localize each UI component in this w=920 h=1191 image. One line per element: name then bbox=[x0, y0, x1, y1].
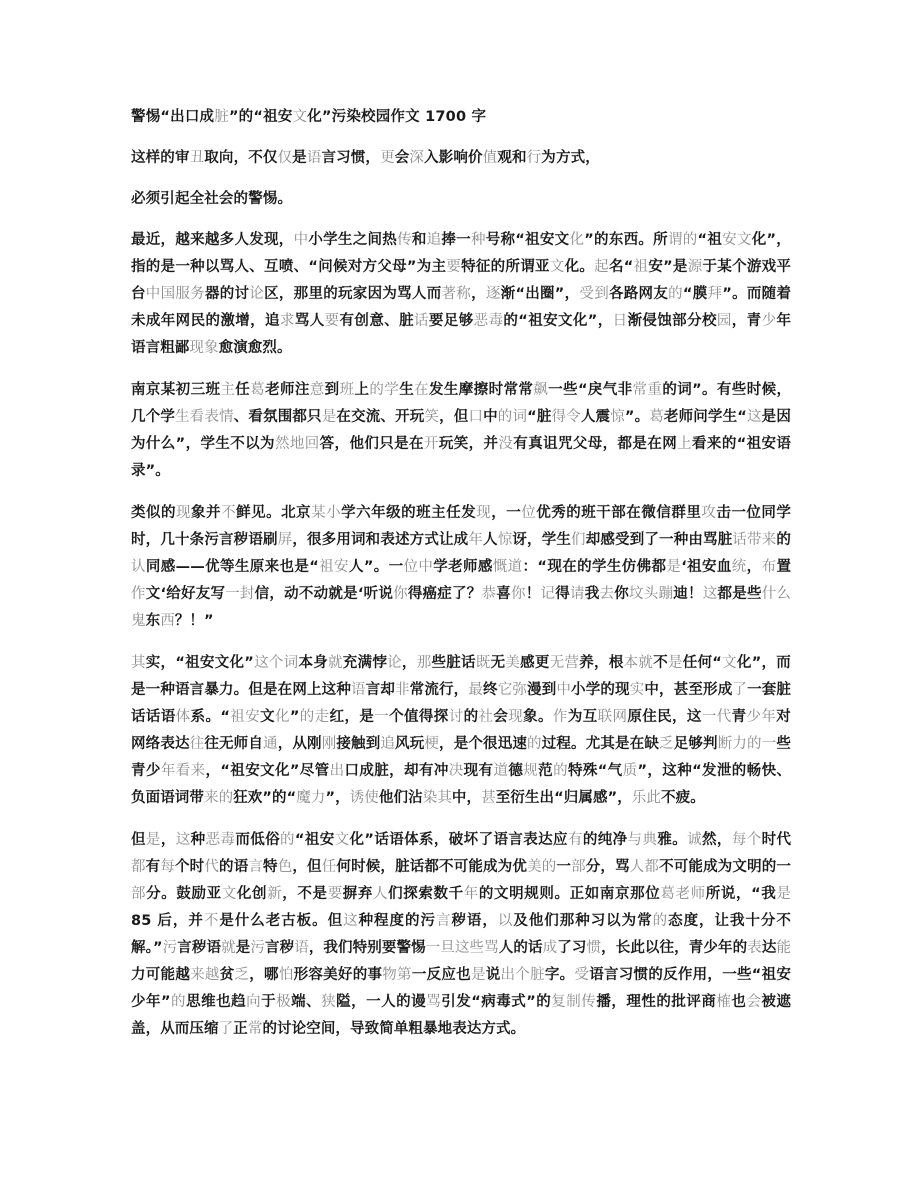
body-paragraph: 其实，“祖安文化”这个词本身就充满悖论，那些脏话既无美感更无营养，根本就不是任何“文化”，而是一种语言暴力。但是在网上这种语言却非常流行，最终它弥漫到中小学的现实中，甚至形成了一套脏话话语体系。“祖安文化”的走红，是一个值得探讨的社会现象。作为互联网原住民，这一代青少年对网络表达往往无师自通，从刚刚接触到追风玩梗，是个很迅速的过程。尤其是在缺乏足够判断力的一些青少年看来，“祖安文化”尽管出口成脏，却有冲决现有道德规范的特殊“气质”，这种“发泄的畅快、负面语词带来的狂欢”的“魔力”，诱使他们沾染其中，甚至衍生出“归属感”，乐此不疲。 bbox=[131, 655, 792, 806]
body-paragraph: 但是，这种恶毒而低俗的“祖安文化”话语体系，破坏了语言表达应有的纯净与典雅。诚然，每个时代都有每个时代的语言特色，但任何时候，脏话都不可能成为优美的一部分，骂人都不可能成为文明的一部分。鼓励亚文化创新，不是要摒弃人们探索数千年的文明规则。正如南京那位葛老师所说，“我是 85 后，并不是什么老古板。但这种程度的污言秽语，以及他们那种习以为常的态度，让我十分不解。”污言秽语就是污言秽语，我们特别要警惕一旦这些骂人的话成了习惯，长此以往，青少年的表达能力可能越来越贫乏，哪怕形容美好的事物第一反应也是说出个脏字。受语言习惯的反作用，一些“祖安少年”的思维也趋向于极端、狭隘，一人的谩骂引发“病毒式”的复制传播，理性的批评商榷也会被遮盖，从而压缩了正常的讨论空间，导致简单粗暴地表达方式。 bbox=[131, 832, 792, 1037]
document-body bbox=[131, 104, 791, 1058]
page-title: 警惕“出口成脏”的“祖安文化”污染校园作文 1700 字 bbox=[131, 109, 487, 125]
body-paragraph: 南京某初三班主任葛老师注意到班上的学生在发生摩擦时常常飙一些“戾气非常重的词”。有些时候，几个学生看表情、看氛围都只是在交流、开玩笑，但口中的词“脏得令人震惊”。葛老师问学生“这是因为什么”，学生不以为然地回答，他们只是在开玩笑，并没有真诅咒父母，都是在网上看来的“祖安语录”。 bbox=[131, 382, 792, 479]
body-paragraph: 类似的现象并不鲜见。北京某小学六年级的班主任发现，一位优秀的班干部在微信群里攻击一位同学时，几十条污言秽语刷屏，很多用词和表述方式让成年人惊讶，学生们却感受到了一种由骂脏话带来的认同感——优等生原来也是“祖安人”。一位中学老师感慨道：“现在的学生仿佛都是‘祖安血统，布置作文‘给好友写一封信，动不动就是‘听说你得癌症了？恭喜你！记得请我去你坟头蹦迪！这都是些什么鬼东西？！” bbox=[131, 505, 792, 629]
body-paragraph: 最近，越来越多人发现，中小学生之间热传和追捧一种号称“祖安文化”的东西。所谓的“祖安文化”，指的是一种以骂人、互喷、“问候对方父母”为主要特征的所谓亚文化。起名“祖安”是源于某个游戏平台中国服务器的讨论区，那里的玩家因为骂人而著称，逐渐“出圈”，受到各路网友的“膜拜”。而随着未成年网民的激增，追求骂人要有创意、脏话要足够恶毒的“祖安文化”，日渐侵蚀部分校园，青少年语言粗鄙现象愈演愈烈。 bbox=[131, 232, 792, 356]
lead-line-2: 必须引起全社会的警惕。 bbox=[131, 191, 293, 207]
lead-line-1: 这样的审丑取向，不仅仅是语言习惯，更会深入影响价值观和行为方式， bbox=[131, 150, 600, 166]
